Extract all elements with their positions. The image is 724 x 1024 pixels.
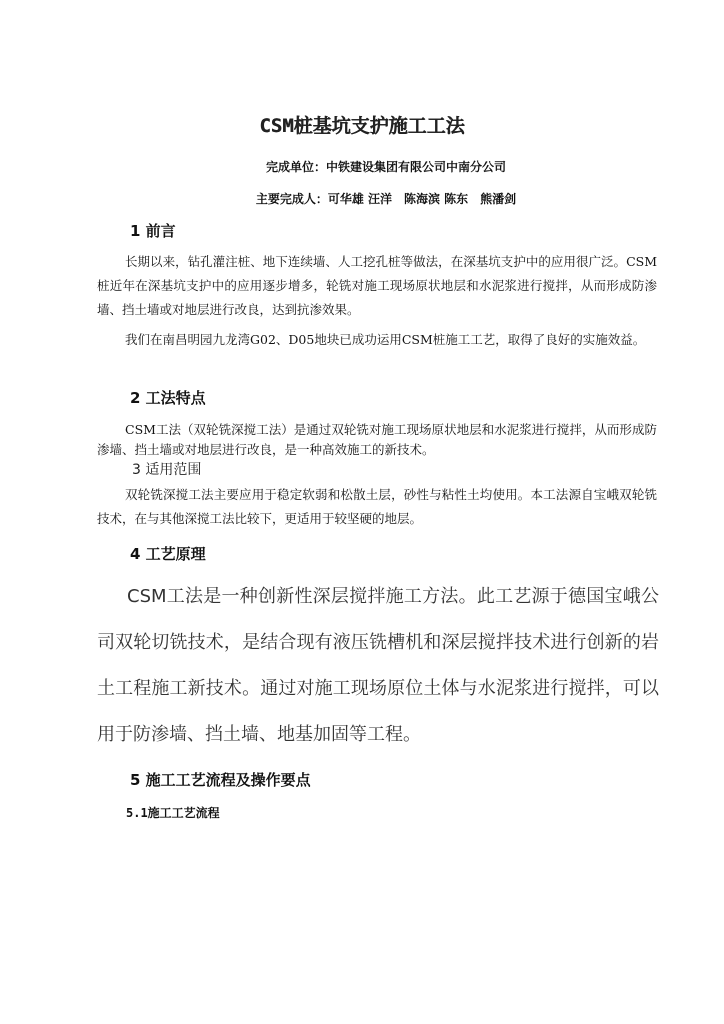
section-1-paragraph-2: 我们在南昌明园九龙湾G02、D05地块已成功运用CSM桩施工工艺，取得了良好的实施效益。 [125, 332, 646, 347]
section-5-heading: 5 施工工艺流程及操作要点 [130, 771, 311, 789]
section-3-heading: 3 适用范围 [132, 462, 202, 478]
main-authors: 主要完成人：可华雄 汪洋 陈海滨 陈东 熊潘剑 [255, 192, 517, 206]
section-3-paragraph-1: 双轮铣深搅工法主要应用于稳定软弱和松散土层，砂性与粘性土均使用。本工法源自宝峨双轮铣技术，在与其他深搅工法比较下，更适用于较坚硬的地层。 [97, 487, 657, 526]
section-2-heading: 2 工法特点 [130, 389, 206, 407]
section-4-paragraph-1: CSM工法是一种创新性深层搅拌施工方法。此工艺源于德国宝峨公司双轮切铣技术，是结合现有液压铣槽机和深层搅拌技术进行创新的岩土工程施工新技术。通过对施工现场原位土体与水泥浆进行搅拌，可以用于防渗墙、挡土墙、地基加固等工程。 [97, 586, 659, 745]
completion-unit: 完成单位：中铁建设集团有限公司中南分公司 [265, 160, 506, 174]
section-4-heading: 4 工艺原理 [130, 545, 206, 563]
section-5-1-heading: 5.1施工工艺流程 [126, 806, 220, 820]
section-2-paragraph-1: CSM工法（双轮铣深搅工法）是通过双轮铣对施工现场原状地层和水泥浆进行搅拌，从而形成防渗墙、挡土墙或对地层进行改良，是一种高效施工的新技术。 [97, 422, 657, 457]
document-title: CSM桩基坑支护施工工法 [259, 115, 465, 137]
section-1-paragraph-1: 长期以来，钻孔灌注桩、地下连续墙、人工挖孔桩等做法，在深基坑支护中的应用很广泛。CSM桩近年在深基坑支护中的应用逐步增多，轮铣对施工现场原状地层和水泥浆进行搅拌，从而形成防渗墙、挡土墙或对地层进行改良，达到抗渗效果。 [97, 254, 657, 317]
section-1-heading: 1 前言 [130, 222, 176, 240]
